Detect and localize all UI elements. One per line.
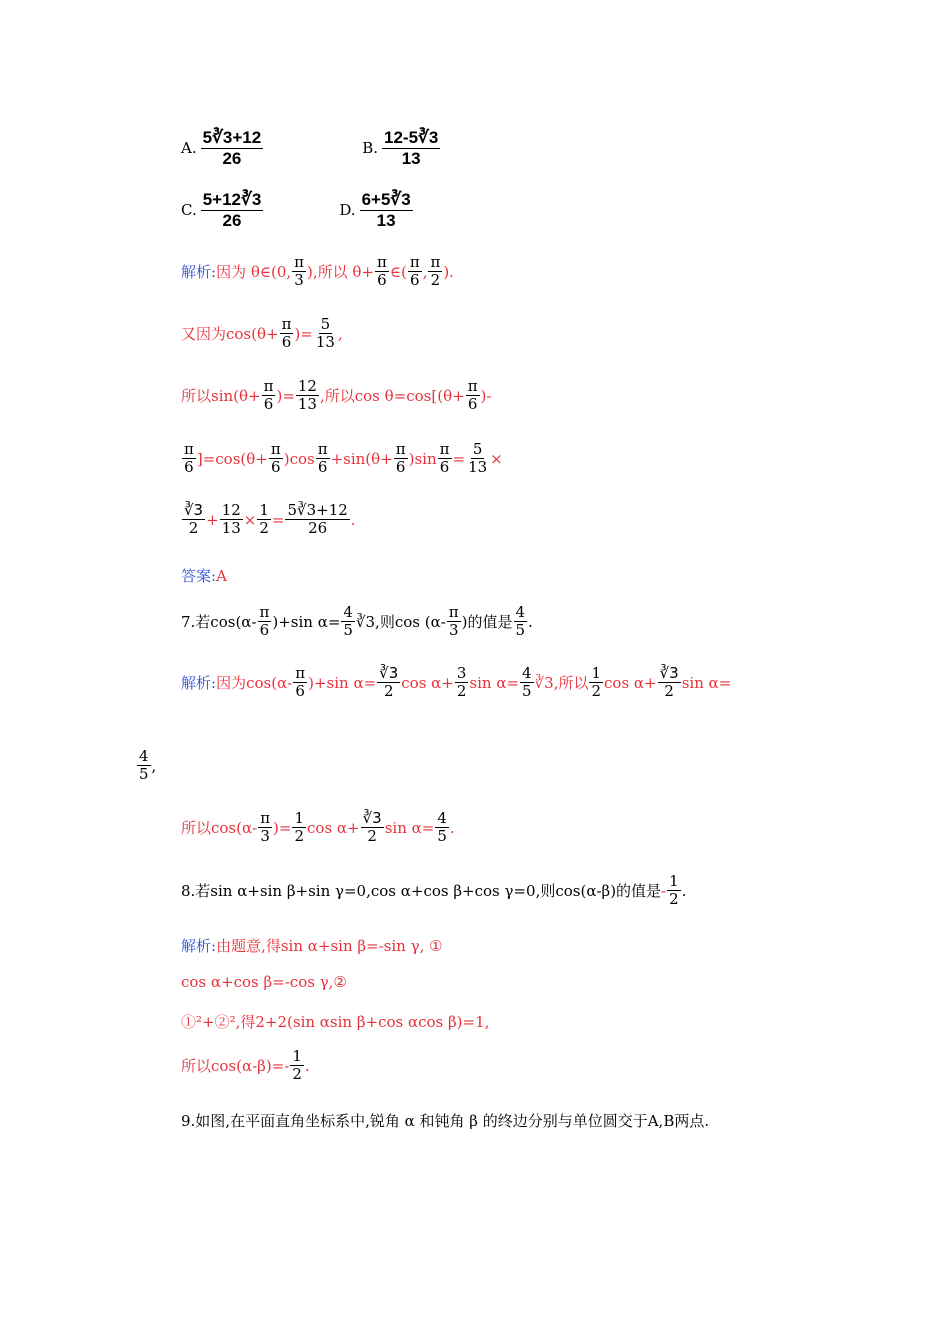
q9-stem	[181, 1110, 709, 1131]
fraction-5-13	[314, 316, 337, 352]
math-text: π	[409, 253, 420, 271]
math-text: 2	[456, 682, 467, 701]
math-text: 26	[222, 210, 242, 230]
q8-solution-line-3	[181, 1011, 489, 1032]
math-text: 6	[395, 458, 406, 477]
math-text: 6	[184, 458, 194, 477]
math-text: 答案:	[181, 567, 217, 585]
math-text: 13	[315, 333, 335, 352]
math-text: ).	[443, 262, 454, 281]
math-text: ,	[151, 756, 157, 775]
option-a[interactable]	[181, 128, 264, 168]
math-text: A	[216, 566, 227, 585]
fraction-pi-6	[438, 441, 452, 477]
math-text: 5	[522, 682, 532, 701]
q6-solution-line-5	[181, 502, 356, 538]
math-text: 解析:	[181, 674, 217, 693]
math-text: )+sin α=	[272, 612, 341, 631]
fraction-pi-6	[408, 254, 422, 290]
math-text: 6	[295, 682, 305, 701]
math-text: 6	[263, 395, 274, 414]
math-text: cos α+	[307, 818, 360, 837]
fraction-4-5	[520, 665, 534, 701]
math-text: π	[263, 377, 274, 395]
math-text: )=	[294, 324, 313, 343]
math-text: 13	[468, 458, 488, 477]
q8-solution-line-4	[181, 1048, 310, 1084]
math-text: 由题意,得sin α+sin β=-sin γ, ①	[216, 937, 443, 955]
q6-solution-line-1	[181, 254, 454, 290]
math-text: 12	[221, 501, 241, 519]
math-text: 1	[292, 1047, 302, 1065]
options-row-2	[181, 190, 414, 230]
math-text: ∛3	[362, 809, 382, 827]
math-text: 1	[259, 501, 269, 519]
math-text: 6	[317, 458, 328, 477]
math-text: 因为 θ∈(0,	[216, 263, 292, 282]
math-text: ∛3,所以	[534, 674, 589, 693]
math-text: )=	[273, 818, 292, 837]
q8-stem	[181, 873, 686, 909]
math-text: .	[528, 612, 533, 631]
math-text: 5	[437, 827, 447, 846]
fraction-pi-6	[280, 316, 294, 352]
math-text: 1	[591, 664, 602, 682]
math-text: 7.若cos(α-	[181, 613, 257, 632]
math-text: C.	[181, 201, 197, 220]
math-text: ),所以 θ+	[307, 263, 374, 282]
math-text: A.	[181, 139, 197, 158]
math-text: 2	[591, 682, 602, 701]
math-text: 9.如图,在平面直角坐标系中,锐角 α 和钝角 β 的终边分别与单位圆交于A,B两点.	[181, 1112, 710, 1130]
math-text: 所以cos(α-	[181, 819, 258, 838]
q6-solution-line-2	[181, 316, 343, 352]
fraction-result	[285, 502, 349, 538]
math-text: B.	[362, 139, 378, 158]
math-text: π	[317, 440, 328, 458]
math-text: 2	[188, 519, 199, 538]
fraction-1-2	[292, 810, 306, 846]
math-text: ①²+②²,得2+2(sin αsin β+cos αcos β)=1,	[181, 1013, 490, 1031]
math-text: 5∛3+12	[287, 501, 348, 519]
q7-solution-line-1	[181, 665, 731, 701]
q7-solution-wrap	[136, 748, 156, 784]
fraction-1-2	[667, 873, 681, 909]
math-text: 6	[259, 621, 270, 640]
math-text: 4	[343, 603, 353, 621]
fraction-1-2	[589, 665, 603, 701]
math-text: )的值是	[461, 613, 513, 632]
math-text: ,所以cos θ=cos[(θ+	[319, 387, 465, 406]
math-text: cos α+cos β=-cos γ,②	[181, 973, 347, 991]
math-text: π	[467, 377, 478, 395]
math-text: 4	[139, 747, 149, 765]
fraction-5-13	[466, 441, 489, 477]
math-text: 26	[308, 519, 328, 538]
math-text: 12-5∛3	[384, 128, 439, 147]
fraction-4-5	[514, 604, 528, 640]
math-text: 5	[343, 621, 353, 640]
math-text: )=	[276, 386, 295, 405]
math-text: .	[350, 510, 356, 529]
math-text: π	[430, 253, 441, 271]
math-text: 3	[294, 271, 304, 290]
fraction-12-13	[296, 378, 319, 414]
math-text: cos α+	[604, 673, 657, 692]
option-d[interactable]	[339, 190, 413, 230]
math-text: ∛3	[659, 664, 679, 682]
math-text: 2	[259, 519, 269, 538]
math-text: 2	[292, 1065, 302, 1084]
fraction-12-13	[220, 502, 243, 538]
math-text: 4	[437, 809, 447, 827]
math-text: 又因为cos(θ+	[181, 325, 279, 344]
math-text: π	[294, 253, 304, 271]
math-text: ∛3	[379, 664, 399, 682]
math-text: =	[271, 510, 285, 529]
math-text: -	[661, 881, 667, 900]
fraction-pi-6	[258, 604, 272, 640]
math-text: ×	[490, 449, 503, 468]
math-text: +sin(θ+	[330, 449, 393, 468]
math-text: D.	[339, 201, 356, 220]
math-text: .	[304, 1056, 310, 1075]
fraction-pi-3	[447, 604, 461, 640]
math-text: 6	[409, 271, 420, 290]
math-text: 13	[297, 395, 317, 414]
q8-solution-line-1	[181, 935, 443, 956]
math-text: cos α+	[401, 673, 454, 692]
math-text: π	[295, 664, 306, 682]
math-text: 解析:	[181, 263, 217, 282]
fraction-pi-6	[262, 378, 276, 414]
math-text: ,	[337, 324, 343, 343]
math-text: 3	[456, 664, 467, 682]
fraction-pi-6	[316, 441, 330, 477]
math-text: .	[449, 818, 455, 837]
math-text: )cos	[283, 449, 315, 468]
math-text: 所以sin(θ+	[181, 387, 261, 406]
math-text: ∈(	[389, 262, 407, 281]
math-text: 6	[467, 395, 478, 414]
fraction-4-5	[137, 748, 151, 784]
math-text: sin α=	[469, 673, 520, 692]
math-text: 因为cos(α-	[216, 674, 293, 693]
math-text: 5	[515, 621, 526, 640]
math-text: π	[270, 440, 281, 458]
fraction-cbrt3-2	[377, 665, 400, 701]
math-text: π	[439, 440, 450, 458]
math-text: 2	[430, 271, 441, 290]
math-text: 6	[281, 333, 292, 352]
math-text: sin α=	[681, 673, 732, 692]
math-text: 2	[367, 827, 377, 846]
math-text: π	[395, 440, 406, 458]
math-text: 6	[377, 271, 387, 290]
fraction-4-5	[435, 810, 449, 846]
math-text: 2	[669, 890, 679, 909]
fraction-pi-6	[394, 441, 408, 477]
fraction-4-5	[341, 604, 355, 640]
math-text: π	[377, 253, 387, 271]
math-text: ,	[422, 262, 428, 281]
math-text: )sin	[408, 449, 437, 468]
math-text: 26	[222, 148, 242, 168]
math-text: ∛3	[184, 501, 204, 519]
math-text: 2	[383, 682, 394, 701]
fraction-pi-6	[375, 254, 389, 290]
math-text: 4	[522, 664, 532, 682]
math-text: π	[260, 809, 271, 827]
math-text: 12	[297, 377, 317, 395]
math-text: 5+12∛3	[202, 190, 262, 209]
math-text: 1	[669, 872, 679, 890]
math-text: 13	[401, 148, 421, 168]
fraction-1-2	[290, 1048, 304, 1084]
fraction-pi-6	[293, 665, 307, 701]
math-text: 13	[221, 519, 241, 538]
fraction-pi-6	[269, 441, 283, 477]
math-text: π	[259, 603, 270, 621]
math-text: π	[281, 315, 292, 333]
math-text: 3	[260, 827, 270, 846]
fraction-pi-2	[428, 254, 442, 290]
math-text: 5	[472, 440, 483, 458]
math-text: 2	[664, 682, 674, 701]
math-text: 6+5∛3	[361, 190, 411, 209]
option-c[interactable]	[181, 190, 264, 230]
math-text: 4	[515, 603, 526, 621]
q8-solution-line-2	[181, 973, 347, 991]
math-text: )-	[480, 386, 492, 405]
q6-solution-line-3	[181, 378, 491, 414]
math-text: 5	[320, 315, 331, 333]
options-row-1	[181, 128, 441, 168]
q6-solution-line-4	[181, 441, 503, 477]
option-b[interactable]	[362, 128, 441, 168]
q7-stem	[181, 604, 533, 640]
math-text: 6	[439, 458, 450, 477]
fraction-3-2	[455, 665, 469, 701]
fraction-cbrt3-2	[658, 665, 681, 701]
math-text: 5	[139, 765, 149, 784]
fraction-pi-6	[182, 441, 196, 477]
math-text: 所以cos(α-β)=-	[181, 1057, 290, 1076]
math-text: π	[448, 603, 459, 621]
fraction-cbrt3-2	[361, 810, 384, 846]
math-text: .	[681, 881, 687, 900]
q6-answer	[181, 565, 227, 586]
math-text: π	[184, 440, 194, 458]
math-text: 13	[376, 210, 396, 230]
fraction-pi-3	[258, 810, 272, 846]
math-text: 1	[294, 809, 305, 827]
fraction-pi-3	[292, 254, 306, 290]
math-text: 解析:	[181, 937, 217, 955]
math-text: ×	[243, 510, 257, 529]
fraction-cbrt3-2	[182, 502, 205, 538]
math-text: ∛3,则cos (α-	[355, 613, 446, 632]
math-text: =	[452, 449, 466, 468]
math-text: )+sin α=	[308, 673, 377, 692]
math-text: ]=cos(θ+	[196, 449, 268, 468]
math-text: +	[206, 510, 219, 529]
math-text: 8.若sin α+sin β+sin γ=0,cos α+cos β+cos γ=0,则cos(α-β)的值是	[181, 882, 662, 901]
math-text: 6	[271, 458, 281, 477]
math-text: 2	[294, 827, 305, 846]
q7-solution-line-2	[181, 810, 455, 846]
fraction-pi-6	[466, 378, 480, 414]
math-text: 3	[448, 621, 459, 640]
math-text: 5∛3+12	[202, 128, 262, 147]
fraction-1-2	[257, 502, 271, 538]
math-text: sin α=	[384, 818, 435, 837]
